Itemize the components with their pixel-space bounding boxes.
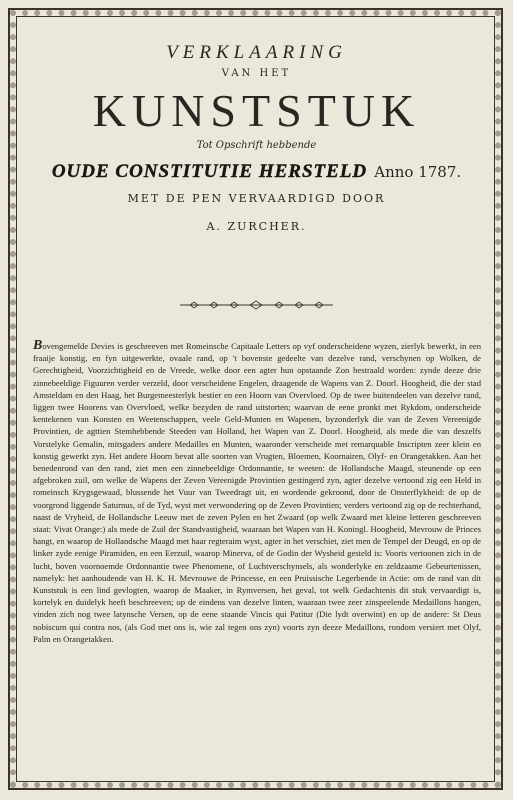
motto-year: Anno 1787. <box>374 163 462 181</box>
author-intro: MET DE PEN VERVAARDIGD DOOR <box>127 192 386 205</box>
motto-text: OUDE CONSTITUTIE HERSTELD <box>51 161 368 182</box>
title-verklaring: VERKLAARING <box>166 42 347 63</box>
drop-cap: B <box>33 338 43 353</box>
subtitle-opschrift: Tot Opschrift hebbende <box>196 140 317 151</box>
motto-line <box>28 160 485 184</box>
title-van-het: VAN HET <box>221 68 292 79</box>
body-paragraph-text: ovengemelde Devies is geschreeven met Romeinsche Capitaale Letters op vyf onderscheidene wyzen, zierlyk bewerkt, in een fraaije konstig, en fyn uitgewerkte, ovaale rand, op 't bovenste gedeelte van dezelve rand, verschynen op Wolken, de Gerechtigheid, Voorzichtigheid en de Vreede, welke door een agter hun opstaande Zon bestraald worden: zynde deeze drie zinnebeeldige Figuuren verder verzeld, door verscheidene Engelen, draagende de Wapens van Z. Doorl. Hoogheid, die der stad Amsteldam en den Haag, het Burgemeesterlyk bestier en een Hoorn van Overvloed. Op de twee buitendeelen van dezelve rand, liggen twee Hoorens van Overvloed, welke bezyden de rand uitstorten; waarvan de eene pronkt met Rykdom, onderscheide kentekenen van Konsten en Weetenschappen, veele Geld-Munten en Wapenen, byzonderlyk die van de Zeven Vereenigde Provintien, de agttien Stemhebbende Steeden van Holland, het Wapen van Z. Doorl. Hoogheid, als mede die van deszelfs Vorstelyke Gemalin, mitsgaders andere Medailles en Munten, waaronder verscheide met remarquable Inscripten zeer klein en konstig gewerkt zyn. Het andere Hoorn bevat alle soorten van Vrugten, Bloemen, Koornairen, Olyf- en Orangetakken. Aan het benedenrond van den rand, ziet men een zinnebeeldige Ordonnantie, te weeten: de Hollandsche Maagd, steunende op een afgebroken zuil, om welke de Wapens der Zeven Vereenigde Provintien gestingerd zyn, agter dezelve vertoond zig een Held in romeinsch Krygsgewaad, blussende het Vuur van Tweedragt uit, en wordende gekroond, door de Onsterflykheid: de op de voorgrond liggende Saturnus, of de Tyd, wyst met verwondering op de Zeven Provintien; verders vertoond zig op de rechterhand, naast de Vryheid, de Hollandsche Leeuw met de zeven Pylen en het Zwaard (op welk Zwaard met kleine letteren geschreeven staat: Vivat Orange:) als mede de Zuil der Standvastigheid, waaraan het Wapen van H. Koningl. Hoogheid, Mevrouw de Princes hangt, en waarop de Hollandsche Maagd met haar regteraim wyst, agter in het verschiet, ziet men de Tempel der Deugd, en op de linker zyde eenige Piramiden, en een Eerzuil, waarop Minerva, of de Godin der Wysheid gesteld is: Voorts vertoonen zich in de lucht, boven voornoemde Ordonnantie twee Phenomene, of Luchtverschynsels, als wonderlyke en zeldzaame Gebeurtenissen, namelyk: het aanhoudende van H. K. H. Mevrouwe de Princesse, en een Pruissische Legerbende in Actie: om de rand van dit Kunststuk is een lind gevlogten, waarop de Maaker, in Rymversen, het geval, tot welk Gedachtenis dit stuk vervaardigt is, kortelyk en duidelyk heeft beschreeven; op de eindens van dezelve linten, waaraan twee zeer zinspeelende Medaillons hangen, vinden zich nog twee latynsche Versen, op de eene staande Vincis qui Patitur (Die lydt overwint) en op de andere: St Deus nobiscum qui contra nos, (als God met ons is, wie zal tegen ons zyn) voorts zyn deeze Medaillons, rondom versiert met Olyf, Palm en Orangetakken. <box>33 341 481 644</box>
divider-ornament-icon <box>180 300 333 310</box>
body-paragraph <box>33 340 481 645</box>
author-name: A. ZURCHER. <box>206 220 307 233</box>
title-kunststuk: KUNSTSTUK <box>92 85 421 136</box>
header-block <box>28 24 485 234</box>
body-text <box>33 340 481 645</box>
